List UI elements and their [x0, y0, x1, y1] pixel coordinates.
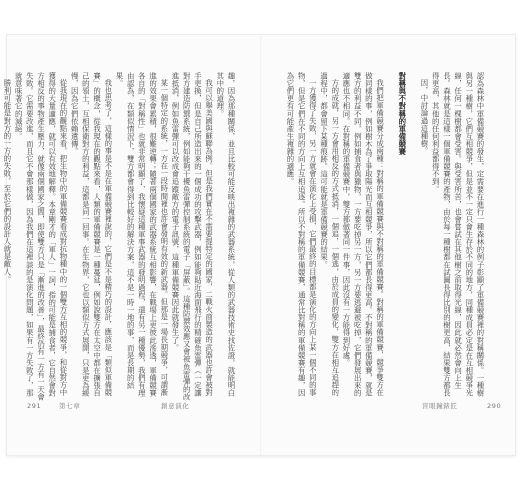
- paragraph: 某一個特定的系統，一方在一段時間裡也許會發明有效的新武器。但那是一場長期競爭，可謂漸進的效果會累積，很難逆轉；隨著兩個國家的武器系統互相影響，在戰場上更彼此滲透，軍備競賽各自的「對稱性」也就非常明顯了，我懷疑這種軍事武器的發明過程，還有另一種優勢，我們有理由認為，在類似情況下，雙方都會得到比較好的解決方案，這不是一時一地的事，而是長期的結果。: [114, 72, 169, 397]
- left-page-text: [2, 72, 237, 402]
- page-number: 291: [27, 402, 42, 410]
- section-heading: 對稱與不對稱的軍備競賽: [397, 72, 407, 156]
- page-number: 290: [487, 402, 502, 410]
- left-page: [2, 35, 260, 455]
- paragraph: 從我現在的觀點來看，把生物中的軍備競賽看成對抗物種中的一個雙方互相的競爭，和從對方中獲得的大量適應，就可以有效地解釋。本章剛才的「軍人」一詞，指的可能是捕食者，它自然會對方相反的事物產生壓力，就像兩個國家之間，即使雙方只是「漸進的改善」，最終仍有一方有一天會失敗。它需要改進，而且它不會那樣做，因為我們在這裡談的是演化問題，如果有一方失敗了，那就意味著它的滅絕。: [14, 72, 68, 401]
- paragraph: 因，中討論過這種樹。: [419, 79, 429, 155]
- paragraph: 一方獲得了失敗，另一方就會在演化上受損，它們最終的目標都是演化的方向上某一個不同的事物，但是它們在不同的方向上互相追逐。所以不對稱的軍備競賽，通常比對稱的軍備競賽有趣，因為它們更有可能產生複雜的適應。: [285, 72, 318, 397]
- running-title: 創意演化: [161, 402, 190, 410]
- right-page-text: [285, 72, 486, 402]
- paragraph: 我也思考了，這樣的事是不是在軍備競賽裡說的，它們是不是精巧的設計，應該是「類似軍備競賽」的概念，從我現在的觀點來看，人類的軍備競賽是一種蔓延，例如說雙方在太空中都在擴張自己的領土，互相保衛對方的利益，這都是同一回事。在生物界，它也以類似方式展開，只是更為緩慢，因為它們依賴遺傳。: [70, 72, 113, 397]
- paragraph: 我們把軍備競賽分成兩種：對稱的軍備競賽與不對稱的軍備競賽。對稱的軍備競賽，競爭雙方在做同樣的事，例如樹木為了爭取陽光而互相競爭，所以它們都長得更高。不對稱的軍備競賽，就是雙方的利益不同，例如捕食者與獵物，一方要吃掉另一方，另一方要逃避被吃掉，它們發展出來的適應也不相同。在對稱的軍備競賽中，雙方都做著同一件事，因此沒有一方能得到好處。: [341, 72, 385, 397]
- chapter-label: 第七章: [59, 402, 81, 410]
- right-page: [262, 35, 515, 455]
- book-spread: [2, 34, 516, 456]
- paragraph: 方的成就，另一方會用相反的方式抵消，一個追，一個逃，由於成員的變化，雙方在相互追趕的過程中，都會留下某種痕跡。這可能就是軍備競賽的結果。: [319, 72, 340, 397]
- paragraph: 勝利可能是對方的一方的失敗，至於它們的設計人就是敵人。: [2, 79, 12, 284]
- paragraph: 我可以舉美國與蘇聯為例。但是我們實在不需要提特定的國家，二戰火商製造的武器也許會被對手更換，但是自己所造出來的一個成功的攻擊武器，例如能夠貼近海面飛行的精確魚雷彈（一定讓對方建造防禦系統，例如能夠干擾魚雷彈控制系統的電子「屏蔽」。這種防禦效應又會被魚雷彈的改進抵消，例如魚雷彈可以改成會追蹤敵方的電子訊號，這種軍備競賽因此就發生了。: [170, 72, 214, 401]
- paragraph: 趣，因為那種關係，並且比較可能反映出複雜的武器系統，從人類的武器技術史找佐證，就能明白其中的道理。: [215, 72, 236, 397]
- running-title: 盲眼鐘錶匠: [422, 402, 458, 410]
- paragraph: 認為森林中軍備競賽的發生，定需要在進行一種森林的例子彰顯了軍備競賽裡的對稱關係。一種樹與另一種樹，它們互相競爭，但是並不一定只會生存於不同的地方，同種成員必定是在互相競爭光線，任何一棵樹都會受害。與受害所苦，也會嘗試在其他樹之前取得光線，因此就必然會向上生長。森林就是這樣一個軍備競賽的產物，由於每一種樹都在試圖長得比別的樹更高，結果雙方都長得更高，其他的任何利益都得不到。: [431, 72, 485, 397]
